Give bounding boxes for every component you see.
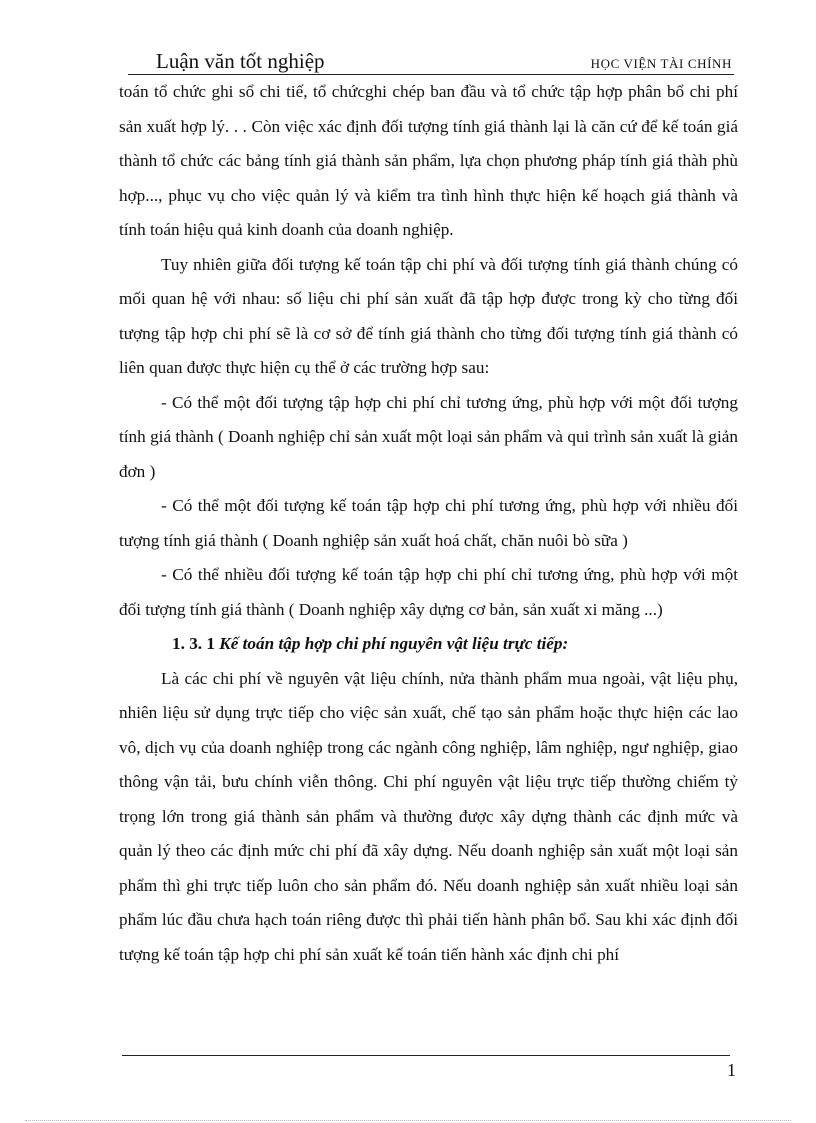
- paragraph-case-3: - Có thể nhiều đối tượng kế toán tập hợp chi phí chỉ tương ứng, phù hợp với một đối tượng tính giá thành ( Doanh nghiệp xây dựng cơ bản, sản xuất xi măng ...): [119, 565, 738, 619]
- section-number: 1. 3. 1: [172, 634, 215, 653]
- paragraph-case-2: - Có thể một đối tượng kế toán tập hợp chi phí tương ứng, phù hợp với nhiều đối tượng tính giá thành ( Doanh nghiệp sản xuất hoá chất, chăn nuôi bò sữa ): [119, 496, 738, 550]
- paragraph-relationship: Tuy nhiên giữa đối tượng kế toán tập chi phí và đối tượng tính giá thành chúng có mối quan hệ với nhau: số liệu chi phí sản xuất đã tập hợp được trong kỳ cho từng đối tượng tập hợp chi phí sẽ là cơ sở để tính giá thành cho từng đối tượng tính giá thành có liên quan được thực hiện cụ thể ở các trường hợp sau:: [119, 254, 738, 377]
- paragraph-case-1: - Có thể một đối tượng tập hợp chi phí chỉ tương ứng, phù hợp với một đối tượng tính giá thành ( Doanh nghiệp chỉ sản xuất một loại sản phẩm và qui trình sản xuất là giản đơn ): [119, 392, 738, 481]
- paragraph-continuation: toán tổ chức ghi sổ chi tiế, tổ chứcghi chép ban đầu và tổ chức tập hợp phân bổ chi phí sản xuất hợp lý. . . Còn việc xác định đối tượng tính giá thành lại là căn cứ để kế toán giá thành tổ chức các bảng tính giá thành sản phẩm, lựa chọn phương pháp tính giá thàh phù hợp..., phục vụ cho việc quản lý và kiểm tra tình hình thực hiện kế hoạch giá thành và tính toán hiệu quả kinh doanh của doanh nghiệp.: [119, 82, 738, 239]
- footer-divider: [122, 1055, 730, 1056]
- paragraph-section-body: Là các chi phí về nguyên vật liệu chính, nửa thành phẩm mua ngoài, vật liệu phụ, nhiên liệu sử dụng trực tiếp cho việc sản xuất, chế tạo sản phẩm hoặc thực hiện các lao vô, dịch vụ của doanh nghiệp trong các ngành công nghiệp, lâm nghiệp, ngư nghiệp, giao thông vận tải, bưu chính viễn thông. Chi phí nguyên vật liệu trực tiếp thường chiếm tỷ trọng lớn trong giá thành sản phẩm và thường được xây dựng thành các định mức và quản lý theo các định mức chi phí đã xây dựng. Nếu doanh nghiệp sản xuất một loại sản phẩm thì ghi trực tiếp luôn cho sản phẩm đó. Nếu doanh nghiệp sản xuất nhiều loại sản phẩm lúc đầu chưa hạch toán riêng được thì phải tiến hành phân bổ. Sau khi xác định đối tượng kế toán tập hợp chi phí sản xuất kế toán tiến hành xác định chi phí: [119, 668, 738, 964]
- section-title: Kế toán tập hợp chi phí nguyên vật liệu trực tiếp:: [219, 634, 569, 653]
- header-thesis-title: Luận văn tốt nghiệp: [156, 49, 325, 73]
- page-bottom-dotted-border: [25, 1120, 791, 1121]
- page-header: [128, 48, 734, 75]
- page-number: 1: [727, 1060, 736, 1080]
- header-institution: HỌC VIỆN TÀI CHÍNH: [590, 56, 732, 71]
- section-heading: [119, 627, 738, 662]
- body-text: [119, 75, 738, 972]
